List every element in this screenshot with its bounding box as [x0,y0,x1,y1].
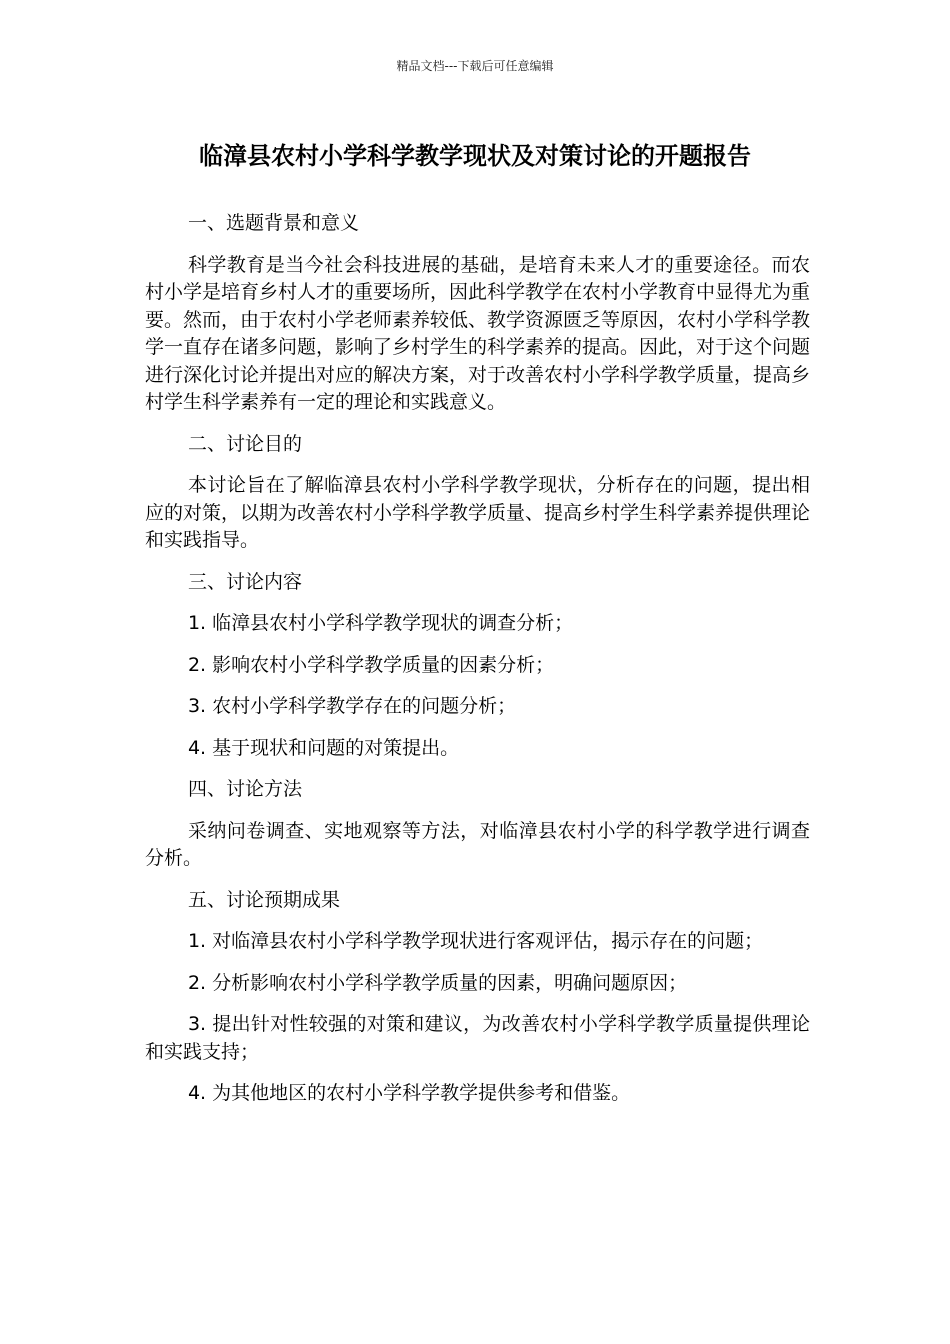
section-heading-method: 四、讨论方法 [187,778,302,800]
paragraph-purpose: 本讨论旨在了解临漳县农村小学科学教学现状，分析存在的问题，提出相应的对策，以期为改善农村小学科学教学质量、提高乡村学生科学素养提供理论和实践指导。 [145,474,811,551]
section-heading-purpose: 二、讨论目的 [187,432,302,455]
list-item-content-4: 4. 基于现状和问题的对策提出。 [187,736,460,759]
header-note: 精品文档---下载后可任意编辑 [396,59,554,73]
list-item-content-3: 3. 农村小学科学教学存在的问题分析； [187,695,517,717]
section-heading-content: 三、讨论内容 [187,570,302,593]
list-item-results-2: 2. 分析影响农村小学科学教学质量的因素，明确问题原因； [187,971,688,994]
document-title: 临漳县农村小学科学教学现状及对策讨论的开题报告 [199,142,751,170]
list-item-results-4: 4. 为其他地区的农村小学科学教学提供参考和借鉴。 [187,1082,631,1104]
document-body [145,210,810,1122]
section-heading-results: 五、讨论预期成果 [187,888,340,911]
section-heading-background: 一、选题背景和意义 [187,212,359,234]
list-item-content-2: 2. 影响农村小学科学教学质量的因素分析； [187,653,555,676]
paragraph-method: 采纳问卷调查、实地观察等方法，对临漳县农村小学的科学教学进行调查分析。 [145,819,810,869]
list-item-results-1: 1. 对临漳县农村小学科学教学现状进行客观评估，揭示存在的问题； [187,930,764,952]
paragraph-background: 科学教育是当今社会科技进展的基础，是培育未来人才的重要途径。而农村小学是培育乡村人才的重要场所，因此科学教学在农村小学教育中显得尤为重要。然而，由于农村小学老师素养较低、教学资源匮乏等原因，农村小学科学教学一直存在诸多问题，影响了乡村学生的科学素养的提高。因此，对于这个问题进行深化讨论并提出对应的解决方案，对于改善农村小学科学教学质量，提高乡村学生科学素养有一定的理论和实践意义。 [145,253,811,413]
list-item-results-3: 3. 提出针对性较强的对策和建议，为改善农村小学科学教学质量提供理论和实践支持； [145,1013,810,1063]
list-item-content-1: 1. 临漳县农村小学科学教学现状的调查分析； [187,612,574,634]
